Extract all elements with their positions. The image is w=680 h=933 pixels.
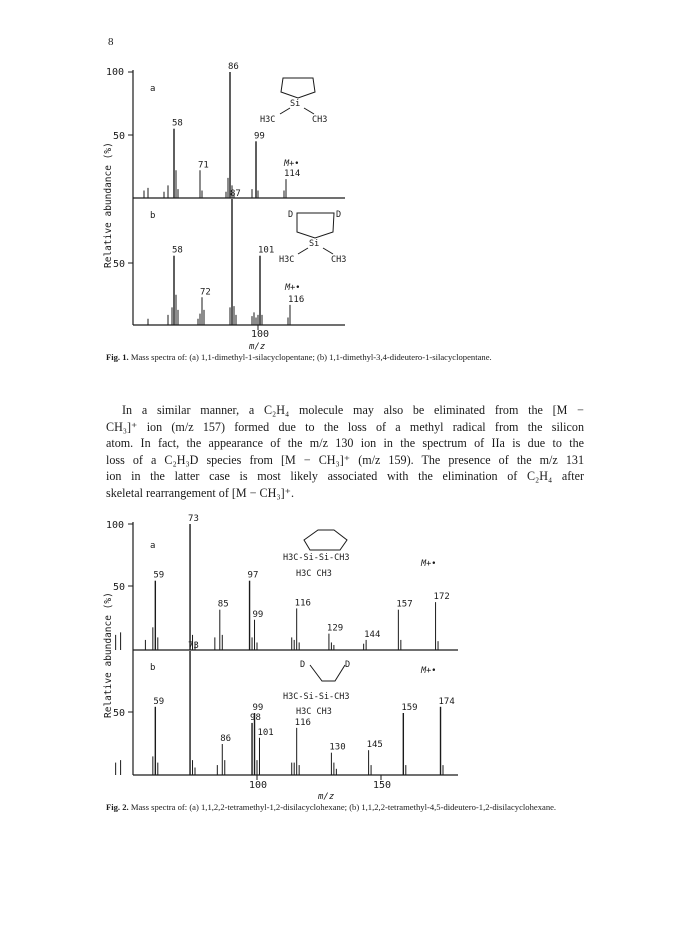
peak-label-97: 97 bbox=[247, 570, 259, 581]
peak-label-59: 59 bbox=[153, 570, 165, 581]
fig1-b-structure bbox=[279, 210, 346, 265]
peak-label-86: 86 bbox=[220, 734, 232, 744]
paragraph-line: In a similar manner, a C₂H₄ molecule may also be eliminated from the [M − bbox=[122, 403, 584, 417]
fig2-a-molecular-ion: M+• bbox=[421, 559, 437, 569]
fig2-b-peaks bbox=[116, 641, 455, 775]
page-number: 8 bbox=[108, 36, 114, 48]
fig2-b-panel-label: b bbox=[150, 663, 156, 673]
svg-text:D: D bbox=[336, 210, 342, 220]
fig2-b-structure bbox=[283, 660, 350, 717]
svg-text:Si: Si bbox=[309, 239, 320, 249]
peak-label-58: 58 bbox=[172, 245, 183, 256]
peak-label-116: 116 bbox=[294, 717, 311, 728]
peak-label-87: 87 bbox=[230, 189, 241, 199]
peak-label-130: 130 bbox=[329, 742, 346, 753]
fig1-b-molecular-ion: M+• bbox=[285, 283, 301, 293]
peak-label-86: 86 bbox=[228, 62, 239, 72]
fig2-y-mid-label-b: 50 bbox=[113, 708, 126, 719]
paragraph-line: atom. In fact, the appearance of the m/z 130 ion in the spectrum of IIa is due to the bbox=[106, 436, 584, 450]
fig2-ylabel: Relative abundance (%) bbox=[103, 592, 114, 718]
fig1-xlabel: m/z bbox=[249, 342, 266, 352]
peak-label-159: 159 bbox=[401, 703, 418, 713]
fig2-xlabel: m/z bbox=[318, 792, 335, 802]
fig1-a-peaks bbox=[144, 62, 300, 198]
svg-text:H3C: H3C bbox=[260, 115, 276, 125]
svg-text:D: D bbox=[288, 210, 294, 220]
paragraph-line: CH₃]⁺ ion (m/z 157) formed due to the loss of a methyl radical from the silicon bbox=[106, 419, 584, 434]
paragraph-line: skeletal rearrangement of [M − CH₃]⁺. bbox=[106, 485, 295, 500]
peak-label-174: 174 bbox=[438, 696, 455, 707]
peak-label-99: 99 bbox=[252, 703, 264, 713]
fig1-a-molecular-ion: M+• bbox=[284, 159, 300, 169]
peak-label-144: 144 bbox=[364, 629, 381, 640]
fig1-y-mid-label-a: 50 bbox=[113, 131, 126, 142]
svg-text:H3C: H3C bbox=[279, 255, 295, 265]
peak-label-85: 85 bbox=[217, 599, 229, 610]
fig2-a-structure bbox=[283, 530, 350, 579]
svg-text:D: D bbox=[300, 660, 306, 670]
svg-text:H3C CH3: H3C CH3 bbox=[296, 707, 332, 717]
figure-2-caption-label: Fig. 2. bbox=[106, 802, 129, 812]
fig2-x-tick-label-100: 100 bbox=[249, 780, 268, 791]
paragraph-lines bbox=[106, 402, 584, 501]
peak-label-58: 58 bbox=[172, 118, 183, 129]
peak-label-99: 99 bbox=[252, 609, 264, 620]
svg-text:H3C CH3: H3C CH3 bbox=[296, 569, 332, 579]
peak-label-172: 172 bbox=[433, 592, 450, 603]
body-paragraph bbox=[106, 402, 584, 501]
fig1-a-panel-label: a bbox=[150, 84, 156, 94]
figure-1-caption-label: Fig. 1. bbox=[106, 352, 129, 362]
fig1-x-tick-label: 100 bbox=[251, 329, 270, 340]
fig2-b-molecular-ion: M+• bbox=[421, 666, 437, 676]
peak-label-145: 145 bbox=[366, 740, 383, 751]
figure-1-caption-text: Mass spectra of: (a) 1,1-dimethyl-1-silacyclopentane; (b) 1,1-dimethyl-3,4-dideutero-1-silacyclopentane. bbox=[130, 352, 492, 362]
fig1-y-top-label: 100 bbox=[106, 67, 125, 78]
paragraph-line: loss of a C₂H₃D species from [M − CH₃]⁺ (m/z 159). The presence of the m/z 131 bbox=[106, 452, 584, 467]
figure-2-caption bbox=[106, 801, 586, 813]
fig2-y-mid-label-a: 50 bbox=[113, 582, 126, 593]
svg-text:H3C-Si-Si-CH3: H3C-Si-Si-CH3 bbox=[283, 553, 350, 563]
svg-text:CH3: CH3 bbox=[331, 255, 347, 265]
figure-1-caption bbox=[106, 351, 586, 363]
fig1-y-mid-label-b: 50 bbox=[113, 259, 126, 270]
svg-text:H3C-Si-Si-CH3: H3C-Si-Si-CH3 bbox=[283, 692, 350, 702]
fig1-b-panel-label: b bbox=[150, 211, 156, 221]
fig2-a-peaks bbox=[116, 514, 450, 650]
svg-text:Si: Si bbox=[290, 99, 301, 109]
fig2-a-panel-label: a bbox=[150, 541, 156, 551]
peak-label-72: 72 bbox=[200, 287, 211, 298]
peak-label-114: 114 bbox=[284, 169, 301, 180]
peak-label-157: 157 bbox=[396, 599, 413, 610]
fig2-x-tick-label-150: 150 bbox=[373, 780, 392, 791]
peak-label-59: 59 bbox=[153, 696, 165, 707]
figure-2-caption-text: Mass spectra of: (a) 1,1,2,2-tetramethyl-1,2-disilacyclohexane; (b) 1,1,2,2-tetramethyl-4,5-dideutero-1,2-disilacyclohexane. bbox=[130, 802, 557, 812]
peak-label-129: 129 bbox=[326, 623, 344, 634]
peak-label-98: 98 bbox=[250, 712, 261, 723]
peak-label-73: 73 bbox=[188, 641, 199, 651]
fig1-ylabel: Relative abundance (%) bbox=[103, 142, 114, 268]
paragraph-line: ion in the latter case is most likely associated with the elimination of C₂H₄ after bbox=[106, 469, 584, 483]
figure-1-axes bbox=[103, 62, 346, 352]
fig1-a-structure bbox=[260, 78, 327, 125]
peak-label-116: 116 bbox=[288, 294, 305, 305]
figure-2-axes bbox=[103, 514, 458, 802]
peak-label-116: 116 bbox=[294, 598, 311, 609]
peak-label-71: 71 bbox=[198, 160, 209, 171]
peak-label-99: 99 bbox=[254, 131, 265, 142]
peak-label-101: 101 bbox=[257, 727, 274, 738]
peak-label-101: 101 bbox=[258, 245, 275, 256]
svg-text:D: D bbox=[345, 660, 351, 670]
fig2-y-top-label: 100 bbox=[106, 520, 125, 531]
svg-text:CH3: CH3 bbox=[312, 115, 328, 125]
peak-label-73: 73 bbox=[188, 514, 199, 524]
